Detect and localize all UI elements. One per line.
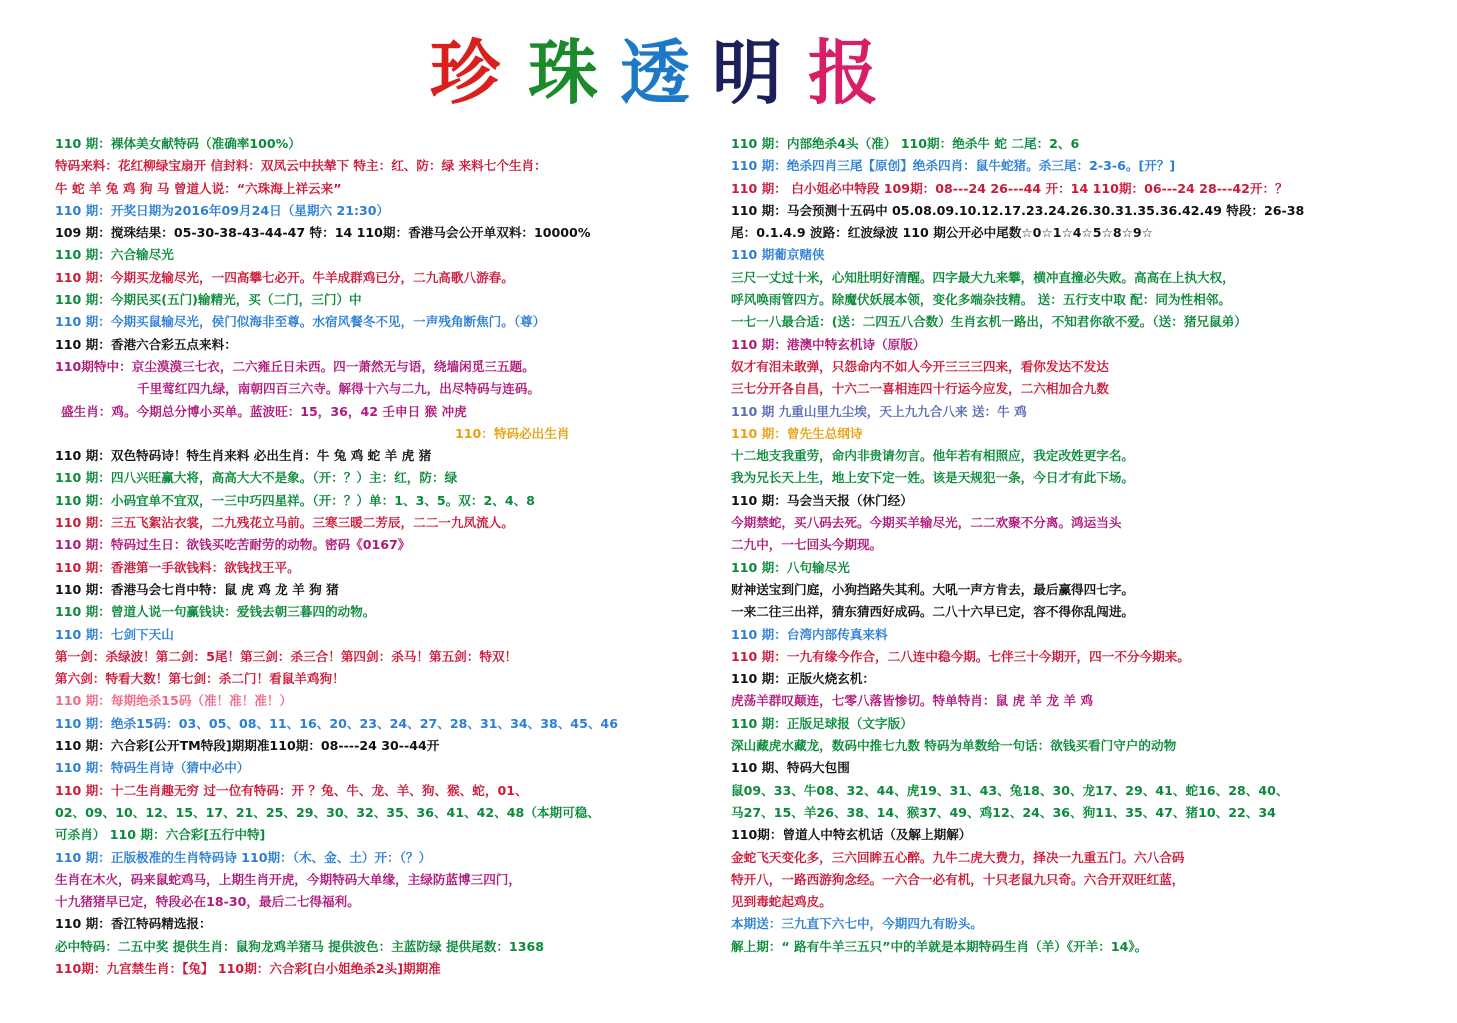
- text-line: 110 期：香港六合彩五点来料：: [55, 336, 237, 352]
- text-line: 深山藏虎水藏龙，数码中推七九数 特码为单数给一句话：欲钱买看门守户的动物: [731, 738, 1177, 754]
- text-line: 110 期：马会当天报（休门经）: [731, 492, 913, 508]
- text-line: 见到毒蛇起鸡皮。: [731, 894, 832, 910]
- text-line: 110 期：正版火烧玄机：: [731, 671, 876, 687]
- text-line: 110 期：双色特码诗！特生肖来料 必出生肖：牛 兔 鸡 蛇 羊 虎 猪: [55, 448, 432, 464]
- text-line: 110 期：四八兴旺赢大将，高高大大不是象。（开：？）主：红，防：绿: [55, 470, 458, 486]
- text-line: 110 期：一九有缘今作合，二八连中稳今期。七伴三十今期开，四一不分今期来。: [731, 648, 1190, 664]
- text-line: 110 期：七剑下天山: [55, 626, 174, 642]
- text-line: 千里莺红四九绿，南朝四百三六寺。解得十六与二九，出尽特码与连码。: [137, 381, 540, 397]
- text-line: 110 期 九重山里九尘埃，天上九九合八来 送：牛 鸡: [731, 403, 1027, 419]
- text-line: 财神送宝到门庭，小狗挡路失其利。大吼一声方肯去，最后赢得四七字。: [731, 581, 1134, 597]
- text-line: 110 期：十二生肖趣无穷 过一位有特码：开 ？兔、牛、龙、羊、狗、猴、蛇，01、: [55, 782, 528, 798]
- text-line: 特开八，一路西游狗念经。一六合一必有机，十只老鼠九只奇。六合开双旺红蓝，: [731, 871, 1185, 887]
- text-line: 特码来料：花红柳绿宝扇开 信封料：双凤云中扶辇下 特主：红、防：绿 来料七个生肖：: [55, 158, 547, 174]
- text-line: 110 期：三五飞絮沾衣裳，二九残花立马前。三寒三暖二芳辰，二二一九凤流人。: [55, 515, 514, 531]
- text-line: 必中特码：二五中奖 提供生肖：鼠狗龙鸡羊猪马 提供波色：主蓝防绿 提供尾数：1368: [55, 938, 544, 954]
- text-line: 110 期：六合彩[公开TM特段]期期准110期：08----24 30--44开: [55, 738, 440, 754]
- text-line: 十二地支我重劳，命内非贵请勿言。他年若有相照应，我定改姓更字名。: [731, 448, 1134, 464]
- text-line: 一七一八最合适：(送：二四五八合数）生肖玄机一路出，不知君你欲不爱。（送：猪兄鼠弟）: [731, 314, 1247, 330]
- left-column: [55, 133, 715, 980]
- text-line: 尾：0.1.4.9 波路：红波绿波 110 期公开必中尾数☆0☆1☆4☆5☆8☆9☆: [731, 225, 1153, 241]
- text-line: 盛生肖：鸡。今期总分博小买单。蓝波旺：15，36，42 壬申日 猴 冲虎: [61, 403, 467, 419]
- text-line: 生肖在木火，码来鼠蛇鸡马，上期生肖开虎，今期特码大单缘，主绿防蓝博三四门，: [55, 871, 521, 887]
- text-line: 十九猪猪早已定，特段必在18-30，最后二七得福利。: [55, 894, 360, 910]
- text-line: 110 期：正版足球报（文字版）: [731, 715, 913, 731]
- text-line: 110 期：香港第一手欲钱料：欲钱找王平。: [55, 559, 300, 575]
- text-line: 三尺一丈过十米，心知肚明好清醒。四字最大九来攀，横冲直撞必失败。高高在上执大权，: [731, 269, 1235, 285]
- text-line: 110 期：香江特码精选报：: [55, 916, 212, 932]
- text-line: 第六剑：特看大数！第七剑：杀二门！看鼠羊鸡狗！: [55, 671, 345, 687]
- text-line: 今期禁蛇，买八码去死。今期买羊输尽光，二二欢聚不分离。鸿运当头: [731, 515, 1122, 531]
- text-line: 牛 蛇 羊 兔 鸡 狗 马 曾道人说：“六珠海上祥云来”: [55, 180, 342, 196]
- text-line: 110期：曾道人中特玄机话（及解上期解）: [731, 827, 972, 843]
- text-line: 109 期：搅珠结果：05-30-38-43-44-47 特：14 110期：香港马会公开单双料：10000%: [55, 225, 591, 241]
- text-line: 110 期：马会预测十五码中 05.08.09.10.12.17.23.24.26.30.31.35.36.42.49 特段：26-38: [731, 202, 1305, 218]
- text-line: 奴才有泪未敢弹，只怨命内不如人今开三三三四来，看你发达不发达: [731, 358, 1109, 374]
- text-line: 110 期：绝杀15码：03、05、08、11、16、20、23、24、27、28、31、34、38、45、46: [55, 715, 618, 731]
- text-line: 三七分开各自昌，十六二一喜相连四十行运今应发，二六相加合九数: [731, 381, 1109, 397]
- title-char: 透: [620, 31, 690, 114]
- text-line: 第一剑：杀绿波！第二剑：5尾！第三剑：杀三合！第四剑：杀马！第五剑：特双！: [55, 648, 518, 664]
- text-line: 110 期：开奖日期为2016年09月24日（星期六 21:30）: [55, 202, 390, 218]
- text-line: 110 期：今期买龙输尽光，一四高攀七必开。牛羊成群鸡已分，二九高歌八游春。: [55, 269, 514, 285]
- text-line: 虎荡羊群叹颠连，七零八落皆惨切。特单特肖：鼠 虎 羊 龙 羊 鸡: [731, 693, 1093, 709]
- text-line: 110 期：正版极准的生肖特码诗 110期：（木、金、土）开：（？）: [55, 849, 432, 865]
- text-line: 110期特中：京尘漠漠三七衣，二六雍丘日未西。四一萧然无与语，绕墙闲觅三五题。: [55, 358, 535, 374]
- text-line: 110 期：曾道人说一句赢钱诀：爱钱去朝三暮四的动物。: [55, 604, 376, 620]
- text-line: 解上期：“ 路有牛羊三五只”中的羊就是本期特码生肖（羊）《开羊：14》。: [731, 938, 1148, 954]
- text-line: 一来二往三出祥，猜东猜西好成码。二八十六早已定，容不得你乱闯进。: [731, 604, 1134, 620]
- text-line: 金蛇飞天变化多，三六回眸五心醉。九牛二虎大费力，择决一九重五门。六八合码: [731, 849, 1185, 865]
- text-line: 110 期：六合输尽光: [55, 247, 174, 263]
- text-line: 110 期：香港马会七肖中特：鼠 虎 鸡 龙 羊 狗 猪: [55, 581, 339, 597]
- text-line: 我为兄长天上生，地上安下定一姓。该是天规犯一条，今日才有此下场。: [731, 470, 1134, 486]
- text-line: 110 期： 白小姐必中特段 109期：08---24 26---44 开：14 110期：06---24 28---42开：？: [731, 180, 1288, 196]
- text-line: 110 期：八句输尽光: [731, 559, 850, 575]
- text-line: 110 期：特码生肖诗（猜中必中）: [55, 760, 250, 776]
- title-char: 珠: [528, 31, 598, 114]
- newspaper-title: [0, 28, 1457, 118]
- text-line: 110 期、特码大包围: [731, 760, 850, 776]
- text-line: 02、09、10、12、15、17、21、25、29、30、32、35、36、41、42、48（本期可稳、: [55, 804, 600, 820]
- text-line: 110 期：港澳中特玄机诗（原版）: [731, 336, 926, 352]
- text-line: 二九中，一七回头今期现。: [731, 537, 883, 553]
- text-line: 110 期：每期绝杀15码（准！准！准！）: [55, 693, 293, 709]
- title-char: 珍: [430, 31, 500, 114]
- text-line: 鼠09、33、牛08、32、44、虎19、31、43、兔18、30、龙17、29、41、蛇16、28、40、: [731, 782, 1289, 798]
- text-line: 110 期：裸体美女献特码（准确率100%）: [55, 136, 301, 151]
- text-line: 110：特码必出生肖: [455, 425, 570, 441]
- text-line: 110 期：内部绝杀4头（准） 110期：绝杀牛 蛇 二尾：2、6: [731, 136, 1080, 151]
- text-line: 马27、15、羊26、38、14、猴37、49、鸡12、24、36、狗11、35、47、猪10、22、34: [731, 804, 1276, 820]
- text-line: 110 期：今期民买(五门)输精光，买（二门，三门）中: [55, 292, 362, 308]
- text-line: 可杀肖） 110 期：六合彩[五行中特]: [55, 827, 266, 843]
- text-line: 110 期：小码宜单不宜双，一三中巧四星祥。（开：？）单：1、3、5。双：2、4、8: [55, 492, 535, 508]
- text-line: 110 期：台湾内部传真来料: [731, 626, 888, 642]
- text-line: 呼风唤雨管四方。除魔伏妖展本领，变化多端杂技精。 送：五行支中取 配：同为性相邻。: [731, 292, 1231, 308]
- title-char: 报: [808, 31, 878, 114]
- text-line: 110 期：绝杀四肖三尾【原创】绝杀四肖：鼠牛蛇猪。杀三尾：2-3-6。[开？]: [731, 158, 1176, 174]
- right-column: [731, 133, 1451, 958]
- text-line: 110 期：特码过生日：欲钱买吃苦耐劳的动物。密码《0167》: [55, 537, 411, 553]
- text-line: 110 期：今期买鼠输尽光，侯门似海非至尊。水宿风餐冬不见，一声残角断焦门。（尊）: [55, 314, 546, 330]
- text-line: 本期送：三九直下六七中，今期四九有盼头。: [731, 916, 983, 932]
- text-line: 110 期：曾先生总纲诗: [731, 425, 863, 441]
- title-char: 明: [712, 31, 782, 114]
- text-line: 110 期葡京赌侠: [731, 247, 825, 263]
- text-line: 110期：九宫禁生肖：【兔】 110期：六合彩[白小姐绝杀2头]期期准: [55, 960, 441, 976]
